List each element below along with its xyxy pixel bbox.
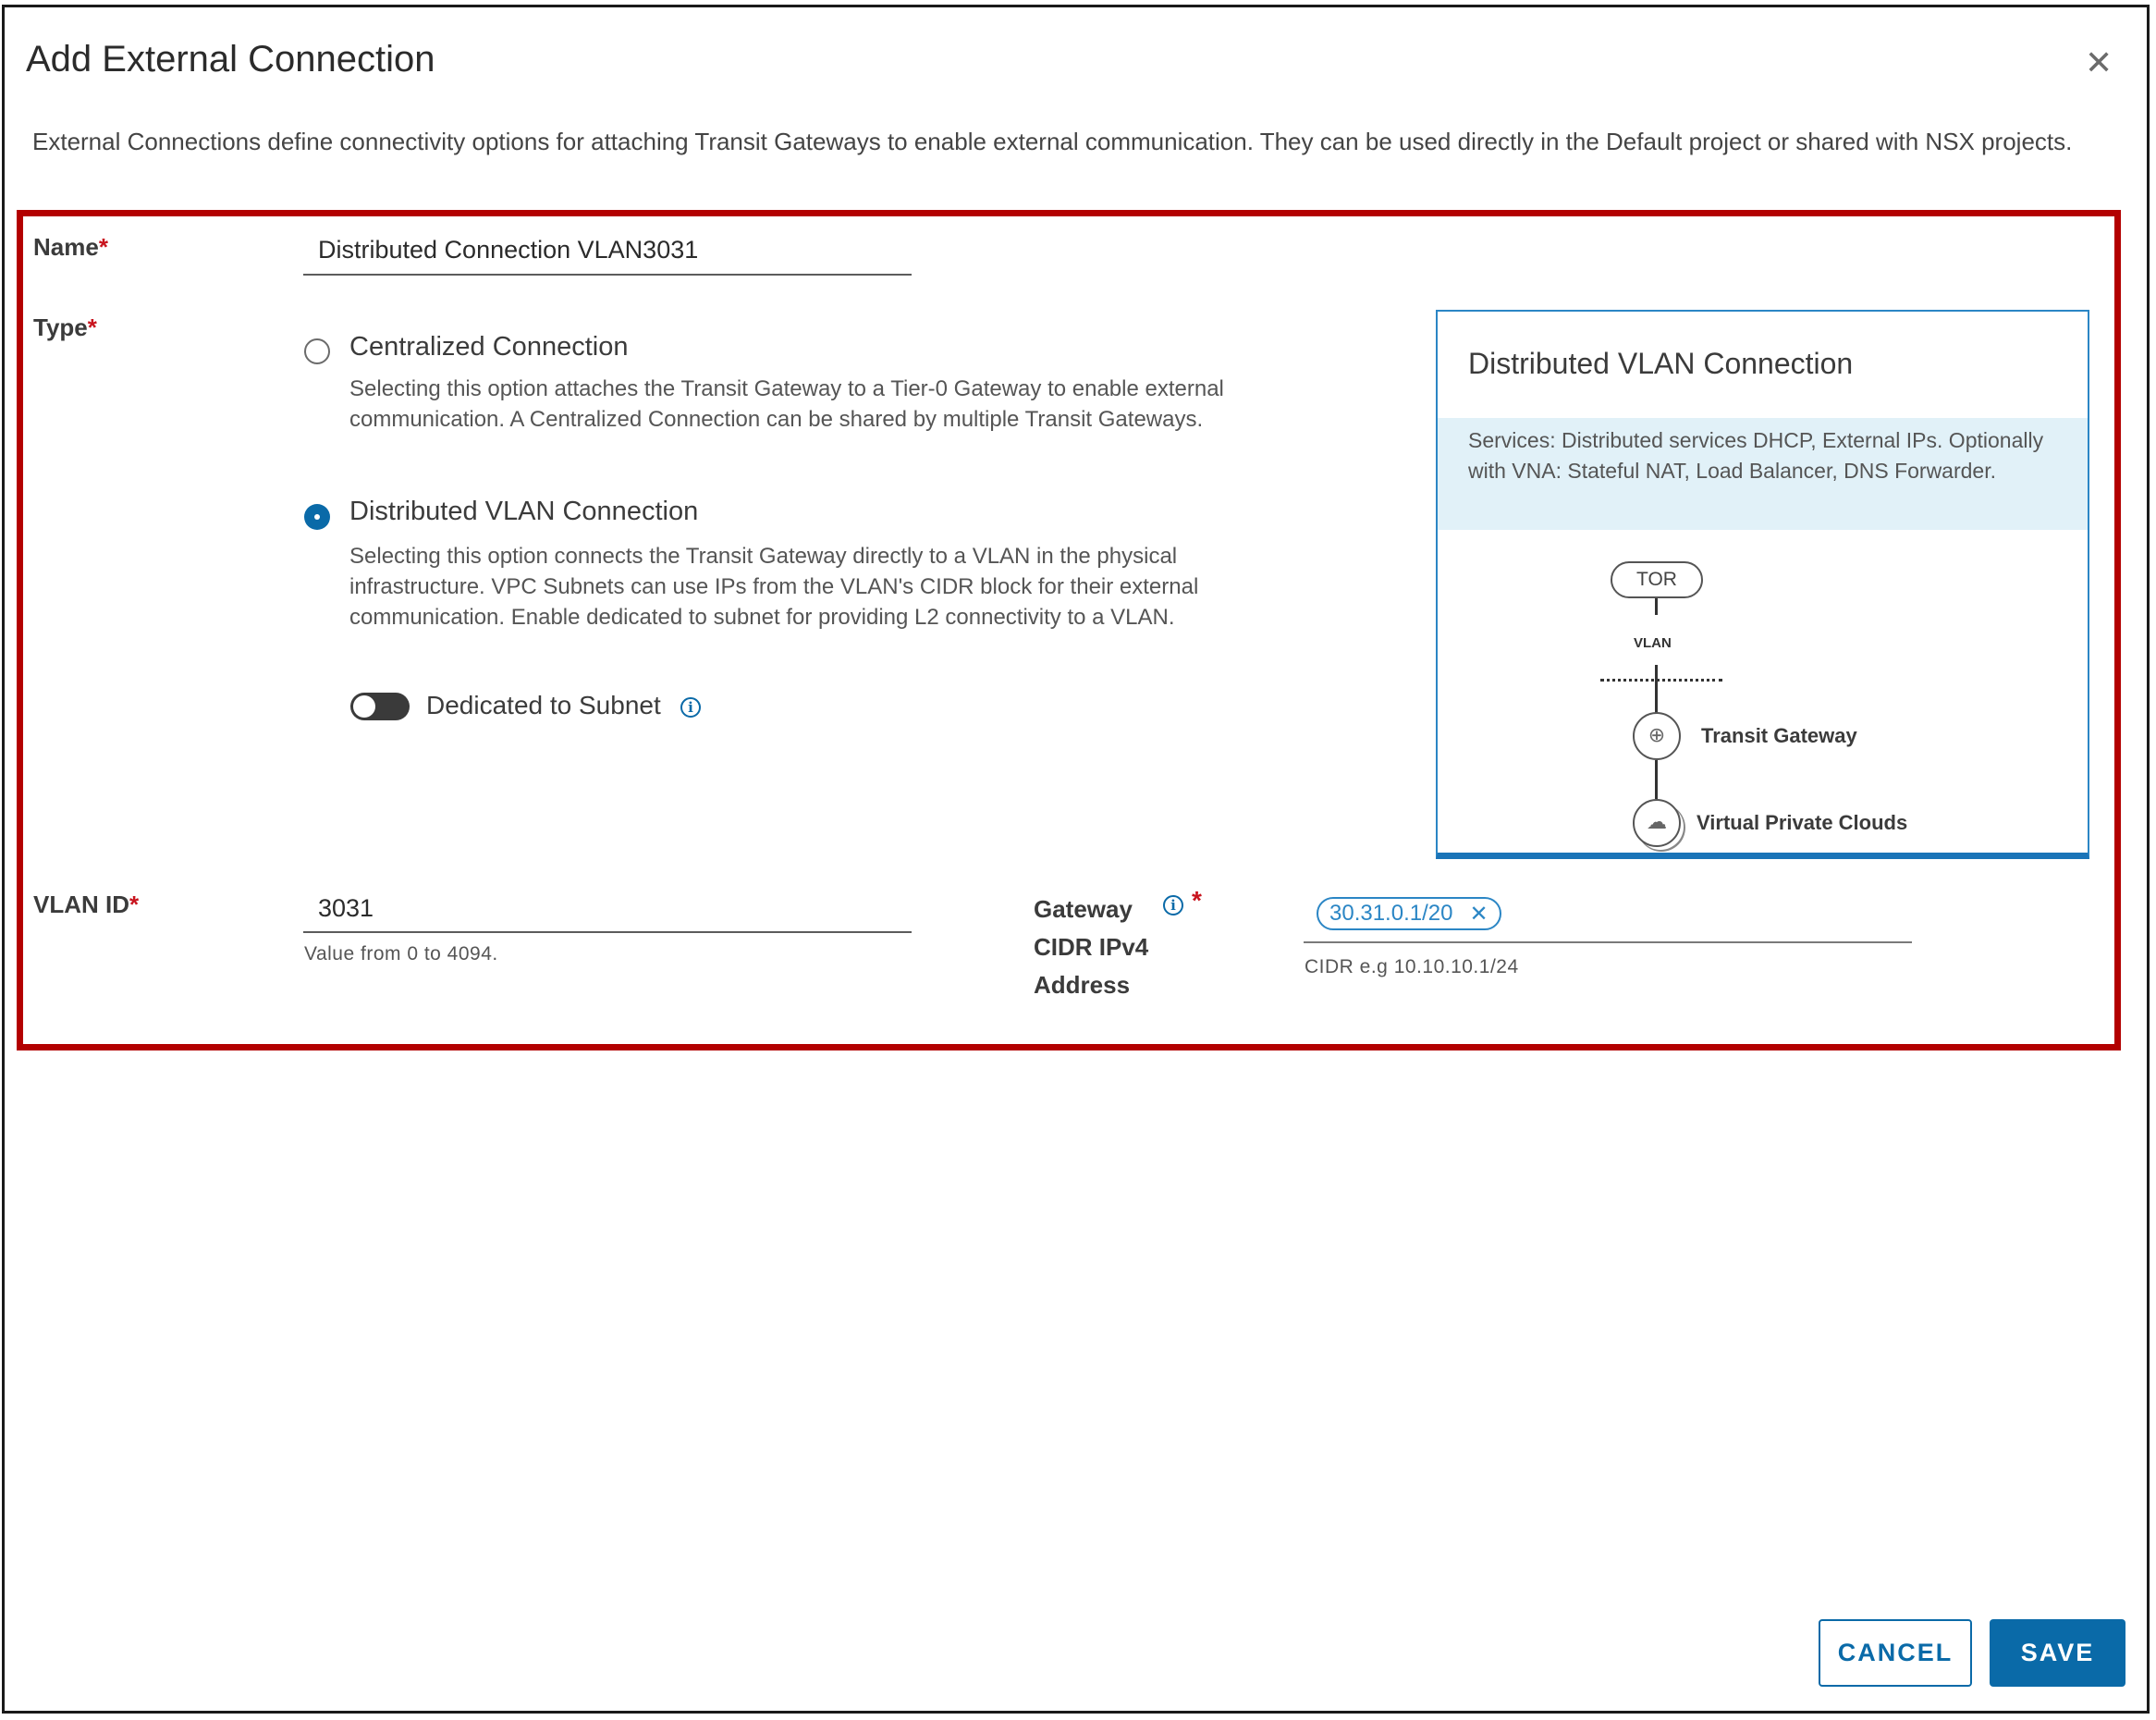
- distributed-vlan-connection-title: Distributed VLAN Connection: [349, 497, 699, 526]
- info-icon[interactable]: i: [680, 697, 701, 718]
- centralized-connection-description: Selecting this option attaches the Transit Gateway to a Tier-0 Gateway to enable external communication. A Centralized Connection can be shared by multiple Transit Gateways.: [349, 376, 1224, 432]
- dialog-title: Add External Connection: [26, 39, 435, 80]
- type-label: Type*: [33, 313, 97, 341]
- name-label: Name*: [33, 233, 108, 261]
- transit-gateway-icon: ⊕: [1633, 712, 1681, 760]
- vpc-label: Virtual Private Clouds: [1697, 811, 1908, 834]
- remove-chip-icon[interactable]: ✕: [1469, 901, 1488, 927]
- name-input[interactable]: [303, 233, 912, 276]
- gateway-cidr-required-mark: *: [1192, 886, 1202, 915]
- tor-node: TOR: [1611, 561, 1703, 598]
- connection-preview-card: [1436, 310, 2089, 859]
- vlan-connector: [1655, 665, 1658, 713]
- gateway-connector: [1655, 760, 1658, 799]
- dialog-description: External Connections define connectivity options for attaching Transit Gateways to enable external communication. They can be used directly in the Default project or shared with NSX projects.: [32, 128, 2073, 155]
- distributed-vlan-connection-radio[interactable]: [304, 504, 330, 530]
- vlan-id-label: VLAN ID*: [33, 891, 140, 918]
- transit-gateway-label: Transit Gateway: [1701, 724, 1857, 747]
- vlan-id-input[interactable]: [303, 892, 912, 933]
- info-icon[interactable]: i: [1163, 895, 1183, 915]
- vlan-label: VLAN: [1634, 635, 1672, 651]
- cidr-chip-value: 30.31.0.1/20: [1329, 901, 1453, 926]
- distributed-vlan-connection-description: Selecting this option connects the Transit Gateway directly to a VLAN in the physical infrastructure. VPC Subnets can use IPs from the VLAN's CIDR block for their external communication. Enable dedicated to subnet for providing L2 connectivity to a VLAN.: [349, 544, 1199, 630]
- gateway-cidr-field[interactable]: [1304, 941, 1912, 943]
- gateway-cidr-label: Gateway CIDR IPv4 Address: [1034, 895, 1149, 999]
- services-band: [1438, 418, 2088, 530]
- cancel-button[interactable]: CANCEL: [1819, 1619, 1972, 1687]
- services-text: Services: Distributed services DHCP, External IPs. Optionally with VNA: Stateful NAT, Load Balancer, DNS Forwarder.: [1468, 428, 2044, 483]
- dedicated-to-subnet-toggle[interactable]: [350, 693, 410, 720]
- toggle-knob: [353, 695, 375, 718]
- centralized-connection-radio[interactable]: [304, 338, 330, 364]
- tor-connector: [1655, 598, 1658, 615]
- centralized-connection-title: Centralized Connection: [349, 332, 629, 362]
- gateway-cidr-hint: CIDR e.g 10.10.10.1/24: [1305, 956, 1519, 977]
- close-icon[interactable]: ✕: [2085, 43, 2113, 81]
- dedicated-to-subnet-label: Dedicated to Subnet: [426, 691, 661, 719]
- card-title: Distributed VLAN Connection: [1468, 347, 1854, 380]
- save-button[interactable]: SAVE: [1990, 1619, 2125, 1687]
- cidr-chip: [1317, 897, 1501, 930]
- vlan-segment-line: [1600, 679, 1722, 682]
- vlan-id-hint: Value from 0 to 4094.: [304, 943, 498, 964]
- cloud-icon: ☁: [1633, 799, 1681, 847]
